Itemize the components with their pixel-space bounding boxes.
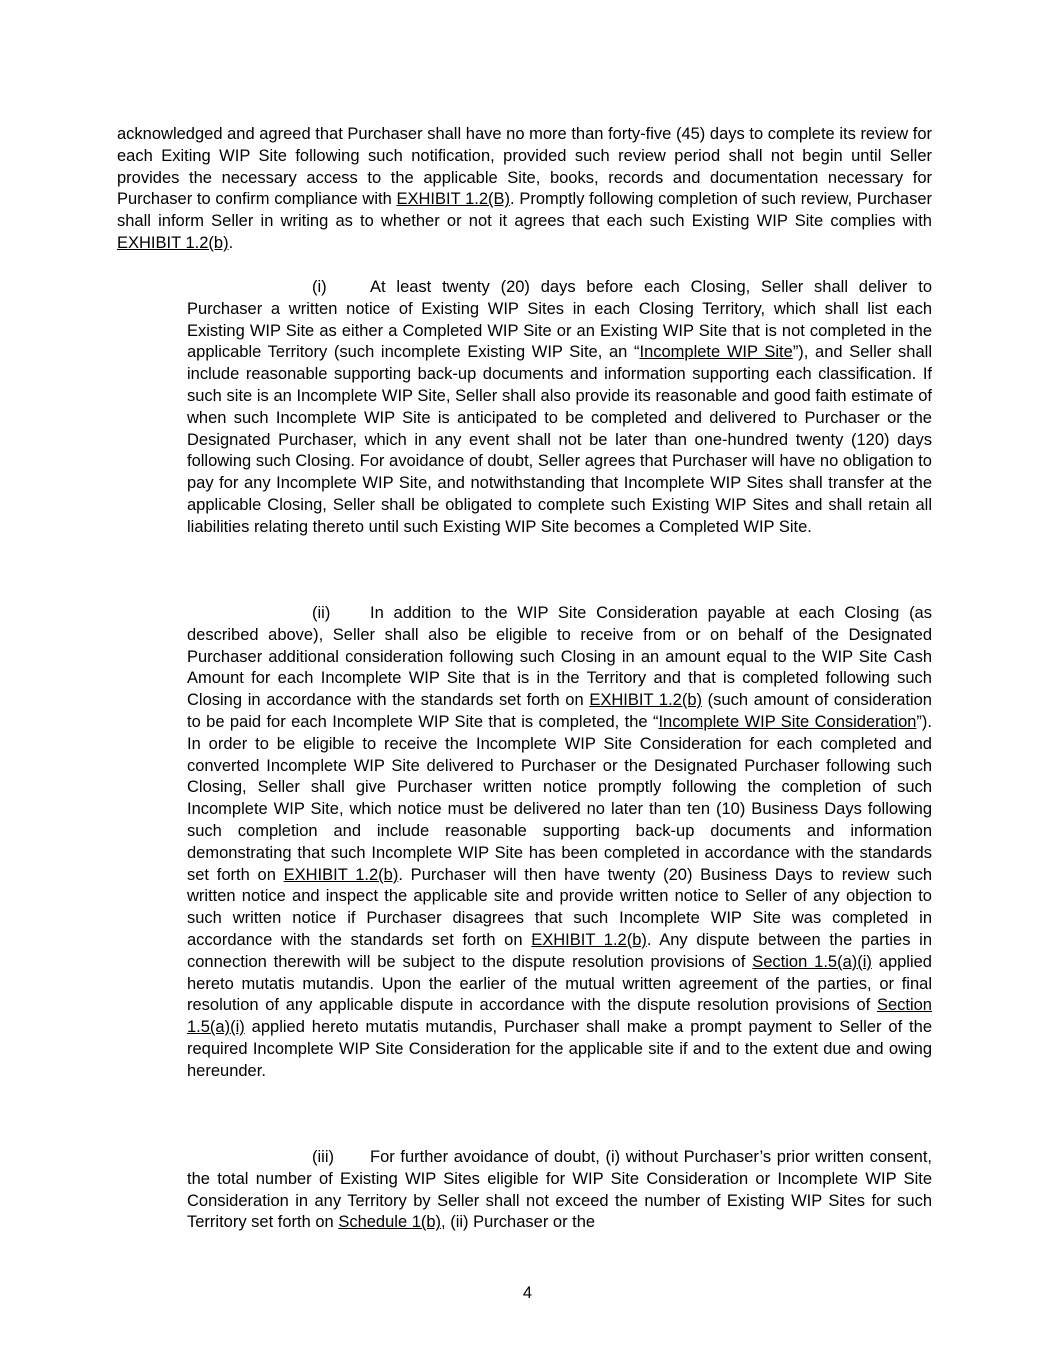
paragraph-iii-text-2: , (ii) Purchaser or the: [441, 1213, 596, 1232]
paragraph-i-text-1: At least twenty (20) days before each Closing, Seller shall deliver to Purchaser a written notice of Existing WIP Sites in each Closing Territory, which shall list each Existing WIP Site as either a Completed WIP Site or an Existing WIP Site that is not completed in the applicable Territory (such incomplete Existing WIP Site, an “: [187, 278, 932, 362]
paragraph-ii-text-4: . Purchaser will then have twenty (20) Business Days to review such written notice and inspect the applicable site and provide written notice to Seller of any objection to such written notice if Purchaser disagrees that such Incomplete WIP Site was completed in accordance with the standards set forth on: [187, 865, 932, 949]
paragraph-ii-text-6: applied hereto mutatis mutandis. Upon the earlier of the mutual written agreement of the parties, or final resolution of any applicable dispute in accordance with the dispute resolution provisions of: [187, 952, 932, 1015]
paragraph-number: (ii): [312, 604, 331, 622]
paragraph-number: (i): [312, 278, 327, 296]
section-reference: Section 1.5(a)(i): [187, 996, 932, 1037]
paragraph-ii-text-3: ”). In order to be eligible to receive the Incomplete WIP Site Consideration for each completed and converted Incomplete WIP Site delivered to Purchaser or the Designated Purchaser following such Closing, Seller shall give Purchaser written notice promptly following the completion of such Incomplete WIP Site, which notice must be delivered no later than ten (10) Business Days following such completion and include reasonable supporting back-up documents and information demonstrating that such Incomplete WIP Site has been completed in accordance with the standards set forth on: [187, 712, 932, 884]
page-number: 4: [522, 1284, 533, 1302]
section-reference: Section 1.5(a)(i): [752, 952, 872, 971]
exhibit-reference: EXHIBIT 1.2(B): [396, 190, 511, 209]
paragraph-i: [187, 277, 932, 539]
exhibit-reference: EXHIBIT 1.2(b): [589, 691, 702, 710]
intro-text-3: .: [228, 233, 234, 252]
intro-paragraph: [117, 124, 932, 255]
defined-term: Incomplete WIP Site: [639, 343, 793, 362]
paragraph-iii: [187, 1147, 932, 1234]
exhibit-reference: EXHIBIT 1.2(b): [117, 233, 229, 252]
intro-text-1: acknowledged and agreed that Purchaser shall have no more than forty-five (45) days to complete its review for each Exiting WIP Site following such notification, provided such review period shall not begin until Seller provides the necessary access to the applicable Site, books, records and documentation necessary for Purchaser to confirm compliance with: [117, 125, 932, 209]
defined-term: Incomplete WIP Site Consideration: [658, 712, 917, 731]
paragraph-ii-text-5: . Any dispute between the parties in connection therewith will be subject to the dispute resolution provisions of: [187, 930, 932, 971]
paragraph-ii-text-2: (such amount of consideration to be paid for each Incomplete WIP Site that is completed, the “: [187, 691, 932, 731]
schedule-reference: Schedule 1(b): [338, 1213, 442, 1232]
exhibit-reference: EXHIBIT 1.2(b): [283, 865, 399, 884]
intro-text-2: . Promptly following completion of such review, Purchaser shall inform Seller in writing as to whether or not it agrees that each such Existing WIP Site complies with: [117, 190, 932, 231]
paragraph-i-text-2: ”), and Seller shall include reasonable supporting back-up documents and information supporting each classification. If such site is an Incomplete WIP Site, Seller shall also provide its reasonable and good faith estimate of when such Incomplete WIP Site is anticipated to be completed and delivered to Purchaser or the Designated Purchaser, which in any event shall not be later than one-hundred twenty (120) days following such Closing. For avoidance of doubt, Seller agrees that Purchaser will have no obligation to pay for any Incomplete WIP Site, and notwithstanding that Incomplete WIP Sites shall transfer at the applicable Closing, Seller shall be obligated to complete such Existing WIP Sites and shall retain all liabilities relating thereto until such Existing WIP Site becomes a Completed WIP Site.: [187, 343, 932, 536]
paragraph-ii-text-1: In addition to the WIP Site Consideration payable at each Closing (as described above), Seller shall also be eligible to receive from or on behalf of the Designated Purchaser additional consideration following such Closing in an amount equal to the WIP Site Cash Amount for each Incomplete WIP Site that is in the Territory and that is completed following such Closing in accordance with the standards set forth on: [187, 604, 932, 710]
paragraph-iii-text-1: For further avoidance of doubt, (i) without Purchaser’s prior written consent, the total number of Existing WIP Sites eligible for WIP Site Consideration or Incomplete WIP Site Consideration in any Territory by Seller shall not exceed the number of Existing WIP Sites for such Territory set forth on: [187, 1148, 932, 1232]
paragraph-number: (iii): [312, 1148, 334, 1166]
paragraph-ii: [187, 603, 932, 1083]
paragraph-ii-text-7: applied hereto mutatis mutandis, Purchaser shall make a prompt payment to Seller of the required Incomplete WIP Site Consideration for the applicable site if and to the extent due and owing hereunder.: [187, 1018, 932, 1080]
exhibit-reference: EXHIBIT 1.2(b): [531, 930, 647, 949]
